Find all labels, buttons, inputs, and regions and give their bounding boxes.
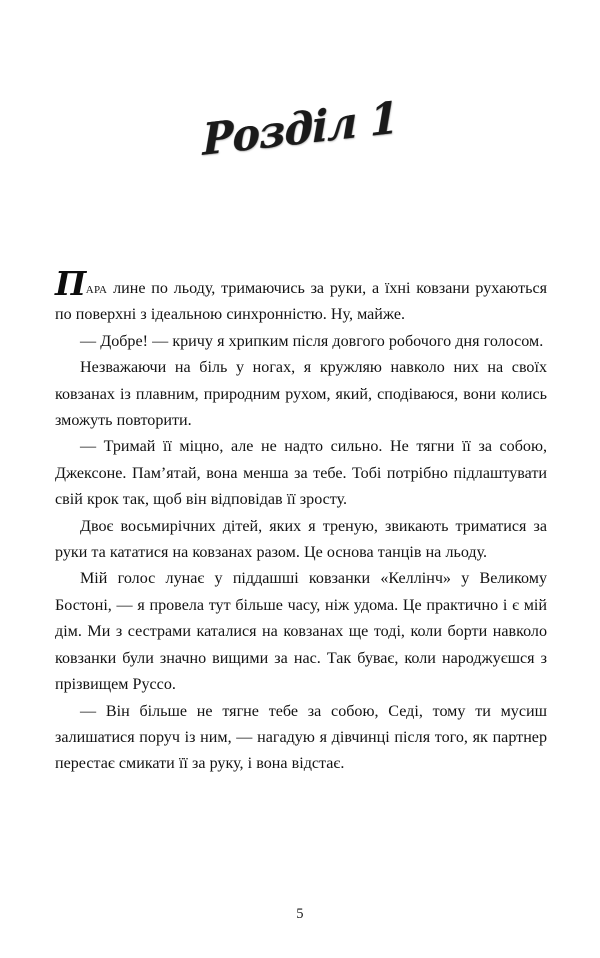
chapter-title: Розділ 1	[202, 91, 398, 166]
chapter-title-container	[0, 91, 600, 166]
paragraph-opening-text: лине по льоду, тримаючись за руки, а їхні ковзани рухаються по поверхні з ідеальною синхронністю. Ну, майже.	[55, 280, 547, 324]
paragraph-opening	[55, 264, 547, 329]
drop-cap-letter: П	[55, 264, 86, 303]
body-text-block	[55, 264, 547, 778]
paragraph-narrative-3: Мій голос лунає у піддашші ковзанки «Келлінч» у Великому Бостоні, — я провела тут більше часу, ніж удома. Це практично і є мій дім. Ми з сестрами каталися на ковзанах ще тоді, коли борти навколо ковзанки були значно вищими за нас. Так буває, коли народжуєшся з прізвищем Руссо.	[55, 570, 547, 694]
paragraph-narrative-1: Незважаючи на біль у ногах, я кружляю навколо них на своїх ковзанах із плавним, природним рухом, який, сподіваюся, вони колись зможуть повторити.	[55, 359, 547, 430]
page-number: 5	[296, 906, 304, 922]
paragraph-narrative-2: Двоє восьмирічних дітей, яких я треную, звикають триматися за руки та кататися на ковзанах разом. Це основа танців на льоду.	[55, 517, 547, 562]
small-caps-lead: ара	[85, 280, 108, 297]
paragraph-dialogue-2: — Тримай її міцно, але не надто сильно. Не тягни її за собою, Джексоне. Пам’ятай, вона менша за тебе. Тобі потрібно підлаштувати свій крок так, щоб він відповідав її зросту.	[55, 438, 547, 509]
paragraph-dialogue-1: — Добре! — кричу я хрипким після довгого робочого дня голосом.	[80, 332, 544, 350]
paragraph-dialogue-3: — Він більше не тягне тебе за собою, Седі, тому ти мусиш залишатися поруч із ним, — нагадую я дівчинці після того, як партнер перестає смикати її за руку, і вона відстає.	[55, 702, 547, 773]
